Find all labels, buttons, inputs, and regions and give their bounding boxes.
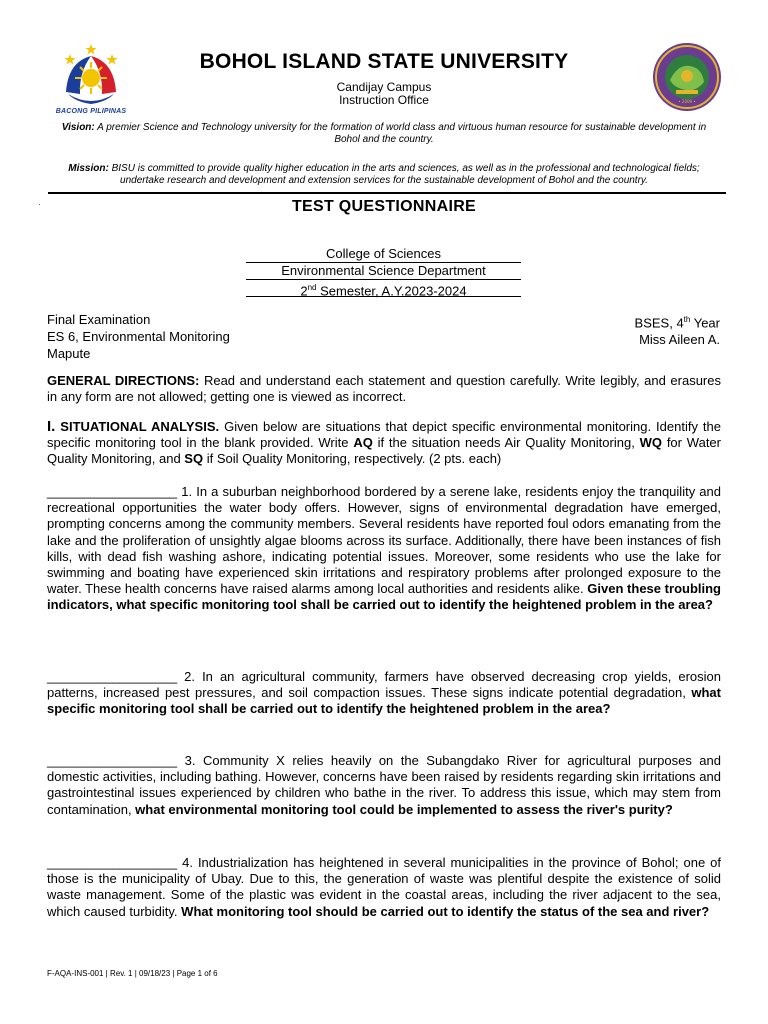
header-divider	[48, 192, 726, 194]
section-text-d: if Soil Quality Monitoring, respectively. (2 pts. each)	[203, 451, 502, 467]
question-prompt: what specific monitoring tool shall be carried out to identify the heightened problem in the area?	[47, 685, 721, 717]
page-footer: F-AQA-INS-001 | Rev. 1 | 09/18/23 | Page 1 of 6	[47, 969, 218, 978]
question-text: 4. Industrialization has heightened in several municipalities in the province of Bohol; one of those is the municipality of Ubay. Due to this, the generation of waste was plentiful despite the existence of solid waste management. Some of the plastic was evident in the coastal areas, including the river adjacent to the sea, which caused turbidity.	[47, 855, 721, 919]
year-text: Year	[690, 315, 720, 331]
question-text: 3. Community X relies heavily on the Subangdako River for agricultural purposes and domestic activities, including bathing. However, concerns have been raised by residents regarding skin irritations and gastrointestinal issues experienced by children who bathe in the river. To address this issue, which may stem from contamination,	[47, 753, 721, 817]
code-wq: WQ	[639, 435, 663, 451]
answer-blank[interactable]: __________________	[47, 855, 178, 870]
instructor-name: Miss Aileen A.	[639, 332, 720, 348]
mission-statement	[60, 163, 708, 187]
general-directions-label: GENERAL DIRECTIONS:	[47, 373, 200, 388]
vision-label: Vision:	[61, 122, 95, 133]
section-roman: I.	[47, 418, 56, 435]
office-name: Instruction Office	[339, 93, 429, 107]
question-1	[47, 484, 721, 614]
semester-suffix: nd	[307, 283, 317, 292]
program-info	[635, 311, 720, 348]
program-year	[635, 311, 720, 331]
campus-name: Candijay Campus	[336, 80, 432, 94]
exam-type: Final Examination	[47, 312, 151, 327]
vision-text: A premier Science and Technology university for the formation of world class and virtuous human resource for sustainable development in Bohol and the country.	[97, 122, 707, 145]
svg-text:• 2009 •: • 2009 •	[678, 99, 696, 104]
question-text: 1. In a suburban neighborhood bordered by a serene lake, residents enjoy the tranquility and recreational opportunities the water body offers. However, signs of environmental degradation have emerged, prompting concerns among the community members. Several residents have reported foul odors emanating from the lake and the proliferation of unsightly algae blooms across its surface. Additionally, there have been instances of fish kills, with dead fish washing ashore, indicating potential issues. Moreover, some residents who use the lake for swimming and boating have experienced skin irritations and respiratory problems after prolonged exposure to the water. These health concerns have raised alarms among local authorities and residents alike.	[47, 484, 721, 597]
semester-text: Semester, A.Y.2023-2024	[316, 283, 467, 299]
answer-blank[interactable]: __________________	[47, 484, 178, 499]
general-directions	[47, 373, 721, 405]
code-aq: AQ	[353, 435, 373, 451]
general-directions-text: Read and understand each statement and question carefully. Write legibly, and erasures in any form are not allowed; getting one is viewed as incorrect.	[47, 373, 721, 405]
question-3	[47, 753, 721, 818]
mission-label: Mission:	[68, 163, 109, 174]
exam-info	[47, 311, 230, 362]
instructor-surname: Mapute	[47, 346, 91, 361]
answer-blank[interactable]: __________________	[47, 753, 178, 768]
section-text-b: if the situation needs Air Quality Monitoring,	[372, 435, 640, 451]
section-1-instructions	[47, 419, 721, 468]
course-name: ES 6, Environmental Monitoring	[47, 329, 230, 344]
question-prompt: What monitoring tool should be carried out to identify the status of the sea and river?	[181, 903, 710, 919]
question-prompt: Given these troubling indicators, what specific monitoring tool shall be carried out to identify the heightened problem in the area?	[47, 581, 721, 613]
vision-statement	[60, 122, 708, 146]
question-text: 2. In an agricultural community, farmers have observed decreasing crop yields, erosion patterns, increased pest pressures, and soil compaction issues. These signs indicate potential degradation,	[47, 669, 721, 701]
semester	[246, 280, 521, 297]
mission-text: BISU is committed to provide quality higher education in the arts and sciences, as well as in the professional and technological fields; undertake research and development and extension services for the sustainable development of Bohol and the country.	[111, 163, 700, 186]
answer-blank[interactable]: __________________	[47, 669, 178, 684]
stray-mark: ·	[38, 200, 41, 209]
question-2	[47, 669, 721, 718]
university-name: BOHOL ISLAND STATE UNIVERSITY	[199, 50, 569, 73]
semester-number: 2	[300, 283, 308, 299]
college-name: College of Sciences	[246, 246, 521, 263]
department-name: Environmental Science Department	[246, 263, 521, 280]
section-text-a: Given below are situations that depict specific environmental monitoring. Identify the specific monitoring tool in the blank provided. Write	[47, 419, 721, 451]
section-label: SITUATIONAL ANALYSIS.	[55, 419, 220, 434]
university-seal	[652, 42, 722, 112]
question-4	[47, 855, 721, 920]
department-block	[246, 246, 521, 297]
logo-caption: BACONG PILIPINAS	[55, 108, 127, 115]
document-title: TEST QUESTIONNAIRE	[291, 198, 477, 215]
program-text: BSES, 4	[634, 315, 684, 331]
question-prompt: what environmental monitoring tool could be implemented to assess the river's purity?	[135, 801, 673, 817]
section-text-c: for Water Quality Monitoring, and	[47, 435, 721, 467]
code-sq: SQ	[184, 451, 204, 467]
year-suffix: th	[683, 315, 691, 324]
